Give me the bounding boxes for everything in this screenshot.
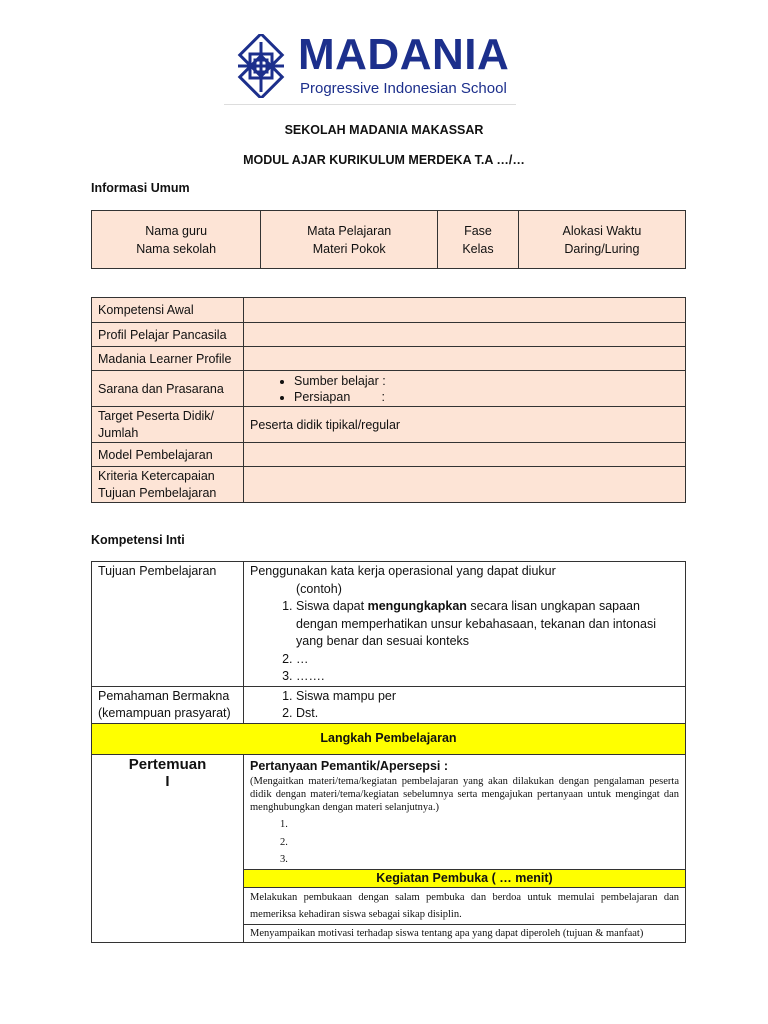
apersepsi-title: Pertanyaan Pemantik/Apersepsi : (250, 758, 448, 773)
list-item: • Sumber belajar : (294, 373, 679, 389)
row-value (244, 323, 686, 347)
logo-tagline: Progressive Indonesian School (300, 80, 507, 97)
row-label: Kompetensi Awal (92, 298, 244, 323)
prerequisite-list (250, 688, 679, 723)
opening-step-1: Melakukan pembukaan dengan salam pembuka dan berdoa untuk memulai pembelajaran dan memeriksa kehadiran siswa sebagai sikap disiplin. (244, 887, 686, 924)
row-label: Kriteria Ketercapaian Tujuan Pembelajaran (92, 467, 244, 503)
school-name: SEKOLAH MADANIA MAKASSAR (284, 123, 484, 137)
school-logo (228, 30, 518, 106)
core-competence-table (91, 561, 686, 943)
profile-table (91, 297, 686, 503)
row-value (244, 371, 686, 407)
row-value: Peserta didik tipikal/regular (244, 407, 686, 443)
apersepsi-cell (244, 754, 686, 869)
section-general-info: Informasi Umum (91, 181, 190, 195)
meeting-label: Pertemuan I (92, 754, 244, 943)
list-item: 3. ……. (296, 668, 681, 686)
list-item: 1. Siswa dapat mengungkapkan secara lisan ungkapan sapaan dengan memperhatikan unsur kebahasaan, tekanan dan intonasi yang benar dan sesuai konteks (296, 598, 681, 651)
row-value (244, 347, 686, 371)
logo-brand-text: MADANIA (298, 30, 510, 79)
module-title: MODUL AJAR KURIKULUM MERDEKA T.A …/… (243, 153, 525, 167)
list-item: 2. … (296, 651, 681, 669)
row-value (244, 443, 686, 467)
goals-list (250, 598, 681, 686)
row-value (244, 467, 686, 503)
learning-goals-cell (244, 562, 686, 687)
row-label: Sarana dan Prasarana (92, 371, 244, 407)
opening-header: Kegiatan Pembuka ( … menit) (244, 869, 686, 887)
apersepsi-list (250, 816, 679, 869)
row-label: Profil Pelajar Pancasila (92, 323, 244, 347)
madania-emblem-icon (228, 34, 294, 98)
list-item: • Persiapan : (294, 389, 679, 405)
row-label: Pemahaman Bermakna (kemampuan prasyarat) (92, 686, 244, 723)
opening-step-2: Menyampaikan motivasi terhadap siswa tentang apa yang dapat diperoleh (tujuan & manfaat) (244, 924, 686, 943)
info-cell-subject: Mata Pelajaran Materi Pokok (261, 211, 438, 269)
list-item: 2. Dst. (296, 705, 679, 723)
general-info-table (91, 210, 686, 269)
row-label: Target Peserta Didik/ Jumlah (92, 407, 244, 443)
prerequisite-cell (244, 686, 686, 723)
goals-intro: Penggunakan kata kerja operasional yang dapat diukur (250, 564, 556, 578)
info-cell-teacher: Nama guru Nama sekolah (92, 211, 261, 269)
section-core: Kompetensi Inti (91, 533, 185, 547)
list-item: 1. (280, 819, 288, 830)
info-cell-phase: Fase Kelas (438, 211, 519, 269)
row-label: Tujuan Pembelajaran (92, 562, 244, 687)
list-item: 2. (280, 836, 288, 848)
logo-divider (224, 104, 516, 105)
list-item: 1. Siswa mampu per (296, 688, 679, 706)
facility-list (250, 373, 679, 405)
row-value (244, 298, 686, 323)
row-label: Model Pembelajaran (92, 443, 244, 467)
goals-example: (contoh) (296, 581, 342, 596)
apersepsi-desc: (Mengaitkan materi/tema/kegiatan pembelajaran yang akan dilakukan dengan pengalaman peserta didik dengan materi/tema/kegiatan sebelumnya serta mengajukan pertanyaan untuk mengingat dan menghubungkan dengan materi selanjutnya.) (250, 776, 679, 813)
steps-header: Langkah Pembelajaran (92, 723, 686, 754)
row-label: Madania Learner Profile (92, 347, 244, 371)
list-item: 3. (280, 854, 288, 865)
info-cell-time: Alokasi Waktu Daring/Luring (518, 211, 685, 269)
